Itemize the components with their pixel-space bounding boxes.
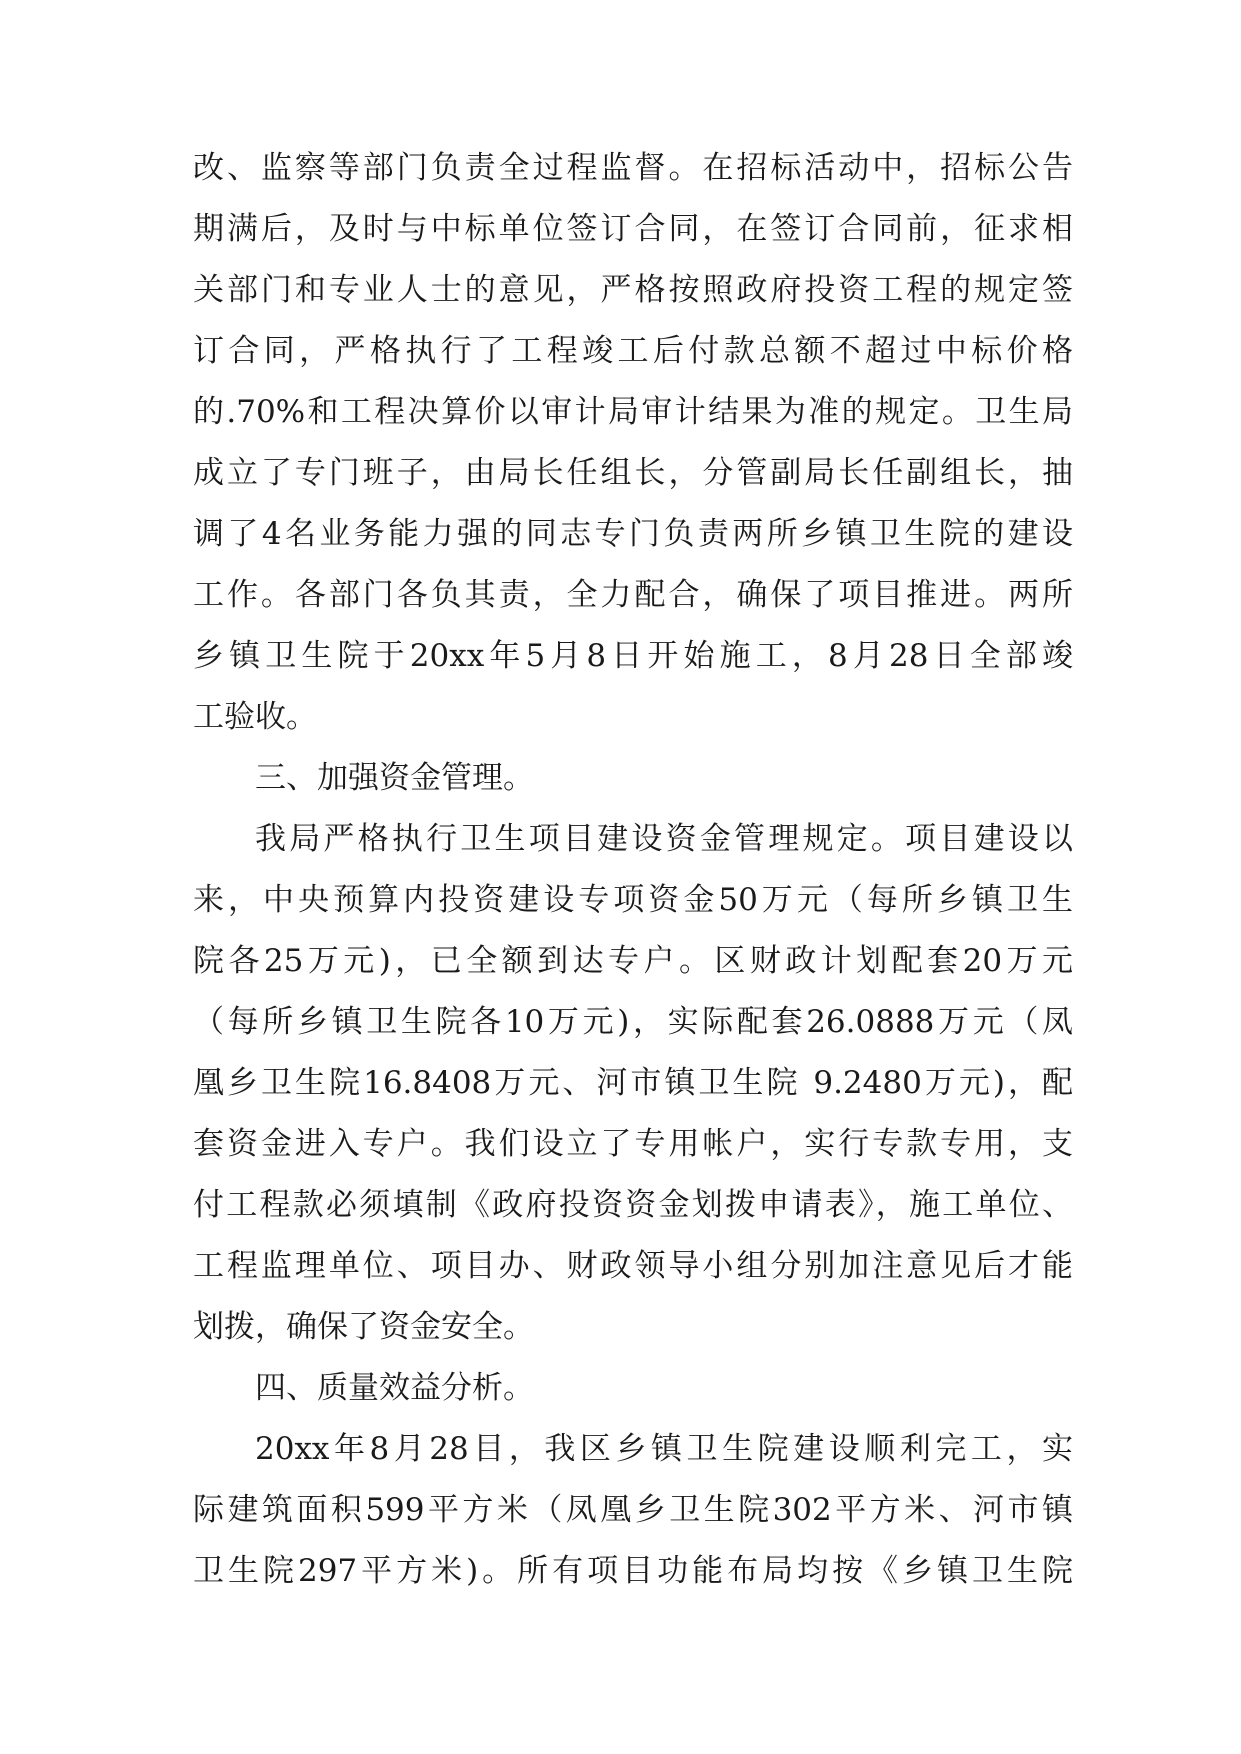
- text-line: 凰乡卫生院16.8408万元、河市镇卫生院 9.2480万元)，配: [193, 1065, 1073, 1101]
- text-line: 工验收。: [193, 699, 317, 735]
- text-line: 工程监理单位、项目办、财政领导小组分别加注意见后才能: [193, 1248, 1073, 1284]
- text-line: （每所乡镇卫生院各10万元)，实际配套26.0888万元（凤: [193, 1004, 1073, 1040]
- text-line: 院各25万元)，已全额到达专户。区财政计划配套20万元: [193, 943, 1073, 979]
- text-line: 来，中央预算内投资建设专项资金50万元（每所乡镇卫生: [193, 882, 1073, 918]
- text-line: 付工程款必须填制《政府投资资金划拨申请表》，施工单位、: [193, 1187, 1073, 1223]
- document-page: [193, 138, 1073, 1602]
- text-line: 四、质量效益分析。: [255, 1370, 534, 1406]
- text-line: 际建筑面积599平方米（凤凰乡卫生院302平方米、河市镇: [193, 1492, 1073, 1528]
- text-line: 调了4名业务能力强的同志专门负责两所乡镇卫生院的建设: [193, 516, 1073, 552]
- text-line: 订合同，严格执行了工程竣工后付款总额不超过中标价格: [193, 333, 1073, 369]
- text-line: 卫生院297平方米)。所有项目功能布局均按《乡镇卫生院: [193, 1553, 1073, 1589]
- text-line: 工作。各部门各负其责，全力配合，确保了项目推进。两所: [193, 577, 1073, 613]
- text-line: 套资金进入专户。我们设立了专用帐户，实行专款专用，支: [193, 1126, 1073, 1162]
- text-line: 三、加强资金管理。: [255, 760, 534, 796]
- text-line: 我局严格执行卫生项目建设资金管理规定。项目建设以: [255, 821, 1073, 857]
- document-body: [193, 138, 1073, 1602]
- text-line: 关部门和专业人士的意见，严格按照政府投资工程的规定签: [193, 272, 1073, 308]
- text-line: 20xx年8月28目，我区乡镇卫生院建设顺利完工，实: [255, 1431, 1073, 1467]
- text-line: 期满后，及时与中标单位签订合同，在签订合同前，征求相: [193, 211, 1073, 247]
- text-line: 改、监察等部门负责全过程监督。在招标活动中，招标公告: [193, 150, 1073, 186]
- text-line: 成立了专门班子，由局长任组长，分管副局长任副组长，抽: [193, 455, 1073, 491]
- text-line: 划拨，确保了资金安全。: [193, 1309, 534, 1345]
- text-line: 乡镇卫生院于20xx年5月8日开始施工，8月28日全部竣: [193, 638, 1073, 674]
- text-line: 的.70%和工程决算价以审计局审计结果为准的规定。卫生局: [193, 394, 1073, 430]
